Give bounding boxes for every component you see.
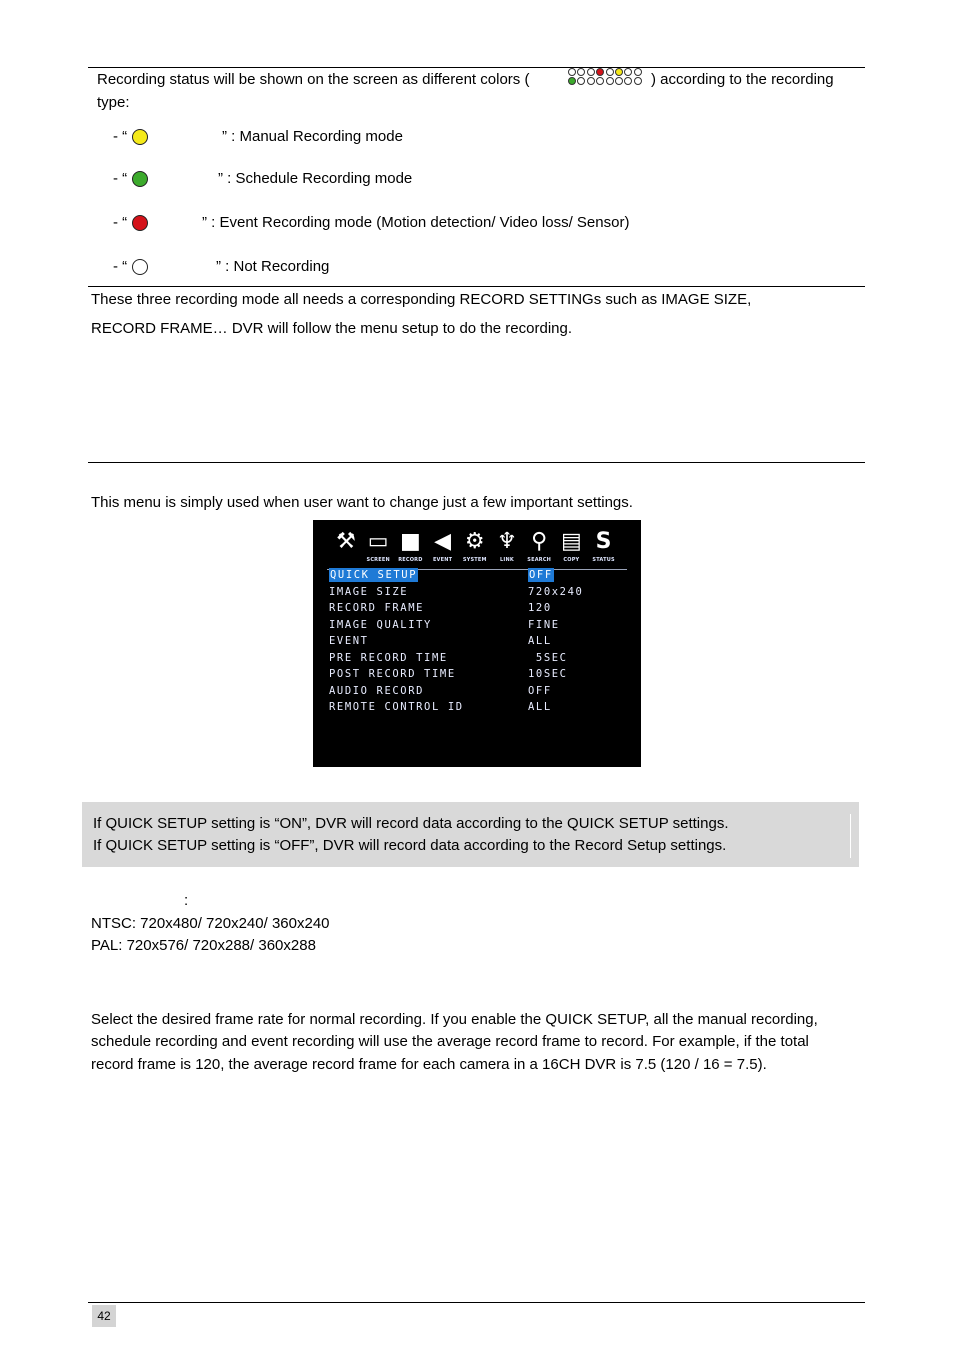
event-icon[interactable]	[428, 528, 458, 568]
legend-event: - “ ” : Event Recording mode (Motion detection/ Video loss/ Sensor)	[113, 212, 813, 234]
copy-icon-glyph: ▤	[560, 529, 582, 554]
status-mini-dot	[615, 68, 623, 76]
status-mini-dot	[587, 77, 595, 85]
event-icon-glyph: ◀	[434, 529, 452, 554]
status-mini-dot	[634, 68, 642, 76]
status-mini-dot	[577, 68, 585, 76]
green-dot-icon	[132, 171, 148, 187]
dvr-menu-row[interactable]	[313, 618, 641, 632]
dvr-menu-row[interactable]	[313, 585, 641, 599]
event-icon-caption: EVENT	[432, 557, 453, 563]
dvr-menu-value[interactable]: 10SEC	[528, 668, 568, 680]
para2: This menu is simply used when user want to change just a few important settings.	[91, 494, 633, 511]
empty-dot-icon	[132, 259, 148, 275]
dvr-menu-value[interactable]: 5SEC	[528, 651, 568, 664]
dvr-icon-bar	[331, 528, 623, 568]
system-icon-glyph: ⚙	[464, 529, 485, 554]
image-size-ntsc: NTSC: 720x480/ 720x240/ 360x240	[91, 915, 330, 932]
dvr-menu-label: RECORD FRAME	[329, 602, 425, 614]
legend-event-label: ” : Event Recording mode (Motion detection/ Video loss/ Sensor)	[202, 214, 630, 231]
top-rule	[88, 67, 865, 68]
status-mini-dot	[577, 77, 585, 85]
legend-bottom-rule	[88, 286, 865, 287]
screen-icon-glyph: ▭	[367, 529, 389, 554]
status-mini-dot	[624, 68, 632, 76]
legend-schedule: - “ ” : Schedule Recording mode	[113, 168, 813, 190]
copy-icon[interactable]	[556, 528, 586, 568]
status-icon-caption: STATUS	[592, 557, 615, 563]
section-rule	[88, 462, 865, 463]
para1-line2: RECORD FRAME… DVR will follow the menu setup to do the recording.	[91, 320, 573, 337]
image-size-colon: :	[184, 892, 189, 909]
record-icon-glyph: ■	[399, 529, 421, 554]
dvr-menu-row[interactable]	[313, 601, 641, 615]
link-icon-glyph: ♆	[497, 529, 517, 554]
dvr-menu-value[interactable]: FINE	[528, 618, 560, 631]
status-mini-dot	[634, 77, 642, 85]
intro-line-1-end: ) according to the recording	[651, 71, 834, 88]
dvr-menu-label: IMAGE QUALITY	[329, 618, 432, 631]
status-mini-dot	[568, 68, 576, 76]
dvr-menu-row[interactable]	[313, 634, 641, 648]
dvr-menu-row[interactable]	[313, 700, 641, 714]
dvr-menu-row[interactable]	[313, 667, 641, 681]
red-dot-icon	[132, 215, 148, 231]
note-line2: If QUICK SETUP setting is “OFF”, DVR will record data according to the Record Setup settings.	[93, 837, 727, 854]
system-icon-caption: SYSTEM	[462, 557, 487, 563]
dvr-menu-label: EVENT	[329, 635, 369, 647]
dvr-menu-value[interactable]: OFF	[529, 569, 553, 581]
dvr-menu-value[interactable]: 720x240	[528, 585, 584, 598]
system-icon[interactable]	[460, 528, 490, 568]
intro-line-1	[97, 69, 529, 91]
search-icon[interactable]	[524, 528, 554, 568]
link-icon[interactable]	[492, 528, 522, 568]
footer-rule	[88, 1302, 865, 1303]
note-box	[82, 802, 859, 867]
dvr-menu-screenshot	[313, 520, 641, 767]
copy-icon-caption: COPY	[563, 557, 580, 563]
link-icon-caption: LINK	[500, 557, 514, 563]
intro-text-before: Recording status will be shown on the screen as different colors (	[97, 71, 530, 88]
status-mini-dot	[606, 77, 614, 85]
dvr-menu-row[interactable]	[313, 684, 641, 698]
dvr-menu-value[interactable]: OFF	[528, 684, 552, 697]
dvr-menu-label: REMOTE CONTROL ID	[329, 701, 464, 713]
legend-schedule-label: ” : Schedule Recording mode	[218, 170, 413, 187]
search-icon-glyph: ⚲	[531, 529, 548, 554]
search-icon-caption: SEARCH	[527, 557, 552, 563]
dvr-menu-row[interactable]	[313, 568, 641, 582]
legend-not-recording-label: ” : Not Recording	[216, 258, 330, 275]
tools-icon[interactable]	[331, 528, 361, 568]
legend-manual-label: ” : Manual Recording mode	[222, 128, 403, 145]
screen-icon-caption: SCREEN	[366, 557, 390, 563]
para3-line3: record frame is 120, the average record frame for each camera in a 16CH DVR is 7.5 (120 / 16 = 7.5).	[91, 1056, 767, 1073]
status-mini-dot	[596, 68, 604, 76]
para1-line1: These three recording mode all needs a corresponding RECORD SETTINGs such as IMAGE SIZE,	[91, 291, 752, 308]
dvr-menu-label: POST RECORD TIME	[329, 668, 456, 680]
dvr-menu-label: QUICK SETUP	[330, 569, 418, 581]
yellow-dot-icon	[132, 129, 148, 145]
dvr-menu-label: IMAGE SIZE	[329, 585, 409, 598]
para3-line2: schedule recording and event recording will use the average record frame to record. For example, if the total	[91, 1033, 809, 1050]
status-icon[interactable]	[589, 528, 619, 568]
status-colors-icon	[568, 68, 644, 86]
intro-line-2: type:	[97, 94, 130, 111]
dvr-menu-row[interactable]	[313, 651, 641, 665]
dvr-menu-label: AUDIO RECORD	[329, 684, 425, 697]
page-number: 42	[92, 1305, 116, 1327]
record-icon-caption: RECORD	[398, 557, 423, 563]
legend-not-recording: - “ ” : Not Recording	[113, 256, 813, 278]
status-icon-glyph: S	[595, 529, 612, 554]
status-mini-dot	[568, 77, 576, 85]
dvr-menu-value[interactable]: ALL	[528, 635, 552, 647]
para3-line1: Select the desired frame rate for normal recording. If you enable the QUICK SETUP, all the manual recording,	[91, 1011, 818, 1028]
status-mini-dot	[615, 77, 623, 85]
image-size-pal: PAL: 720x576/ 720x288/ 360x288	[91, 937, 316, 954]
dvr-menu-value[interactable]: ALL	[528, 701, 552, 713]
tools-icon-glyph: ⚒	[336, 529, 356, 554]
screen-icon[interactable]	[363, 528, 393, 568]
dvr-menu-value[interactable]: 120	[528, 602, 552, 614]
status-mini-dot	[587, 68, 595, 76]
record-icon[interactable]	[395, 528, 425, 568]
note-divider	[850, 814, 851, 858]
status-mini-dot	[596, 77, 604, 85]
status-mini-dot	[624, 77, 632, 85]
legend-manual: - “ ” : Manual Recording mode	[113, 126, 813, 148]
dvr-menu-label: PRE RECORD TIME	[329, 651, 448, 664]
status-mini-dot	[606, 68, 614, 76]
note-line1: If QUICK SETUP setting is “ON”, DVR will record data according to the QUICK SETUP settings.	[93, 815, 729, 832]
